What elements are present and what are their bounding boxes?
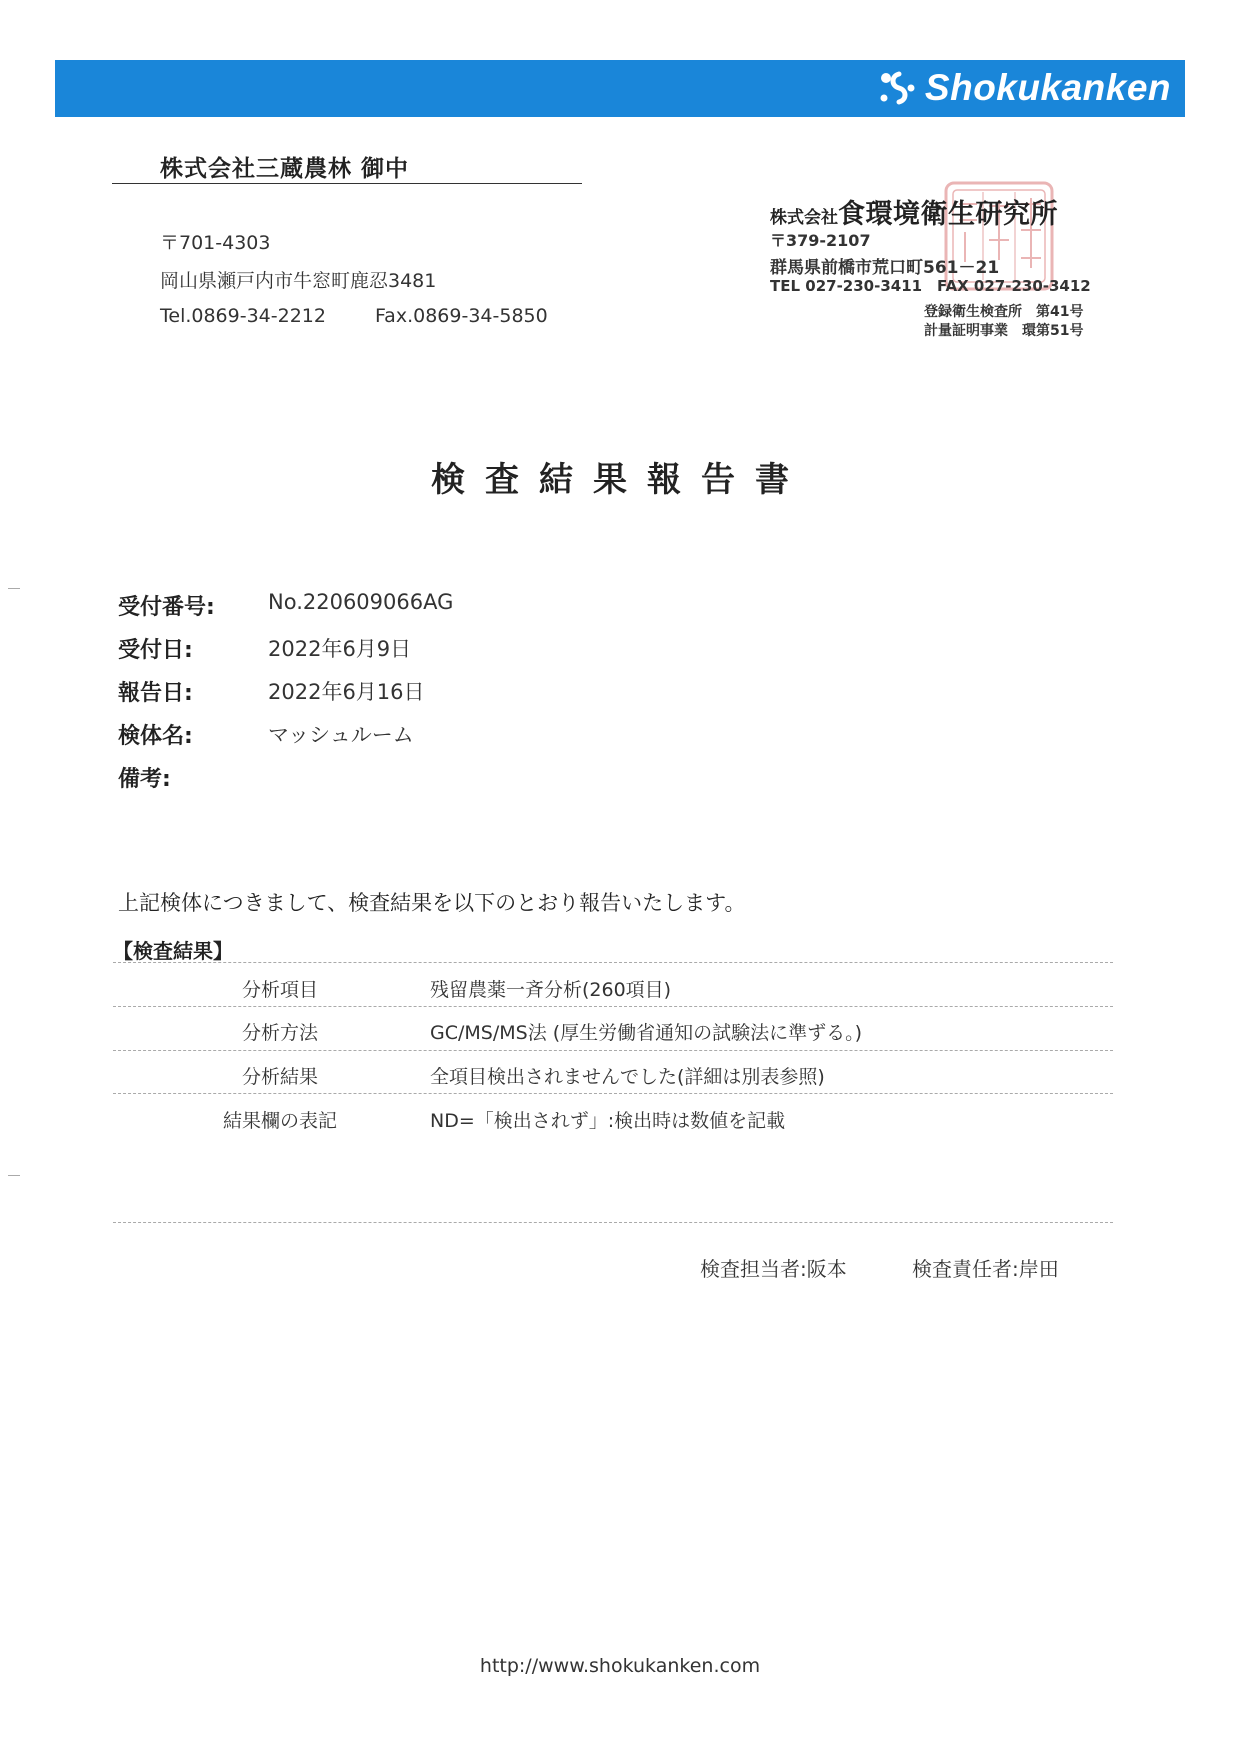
result-key-analysis-item: 分析項目 bbox=[241, 979, 318, 1001]
lab-fax: FAX 027-230-3412 bbox=[937, 277, 1091, 295]
lab-name-prefix: 株式会社 bbox=[770, 208, 838, 228]
results-divider bbox=[113, 1006, 1113, 1007]
results-divider bbox=[113, 1050, 1113, 1051]
client-postal: 〒701-4303 bbox=[160, 232, 271, 254]
lab-address: 群馬県前橋市荒口町561－21 bbox=[770, 258, 1000, 278]
footer-url: http://www.shokukanken.com bbox=[479, 1655, 761, 1677]
result-value-analysis-item: 残留農薬一斉分析(260項目) bbox=[430, 979, 672, 1001]
margin-tick bbox=[8, 1175, 20, 1176]
brand-name: Shokukanken bbox=[924, 67, 1171, 108]
brand-logo bbox=[877, 66, 1171, 110]
field-value-reception-date: 2022年6月9日 bbox=[268, 637, 412, 661]
lab-name bbox=[770, 192, 1058, 231]
header-band bbox=[55, 60, 1185, 117]
client-address: 岡山県瀬戸内市牛窓町鹿忍3481 bbox=[160, 270, 437, 292]
lab-tel: TEL 027-230-3411 bbox=[770, 277, 923, 295]
field-label-reception-number: 受付番号: bbox=[118, 595, 215, 620]
field-label-reception-date: 受付日: bbox=[118, 638, 193, 663]
field-label-sample-name: 検体名: bbox=[118, 724, 193, 749]
brand-mark-icon bbox=[877, 68, 917, 108]
addressee-underline bbox=[112, 183, 582, 184]
results-divider bbox=[113, 1093, 1113, 1094]
results-heading: 【検査結果】 bbox=[113, 939, 233, 963]
result-value-analysis-method: GC/MS/MS法 (厚生労働省通知の試験法に準ずる。) bbox=[430, 1022, 863, 1044]
field-label-report-date: 報告日: bbox=[118, 681, 193, 706]
result-key-analysis-method: 分析方法 bbox=[241, 1022, 318, 1044]
results-divider bbox=[113, 962, 1113, 963]
lab-postal: 〒379-2107 bbox=[770, 231, 871, 250]
field-label-remarks: 備考: bbox=[118, 767, 171, 792]
results-bottom-divider bbox=[113, 1222, 1113, 1223]
client-tel: Tel.0869-34-2212 bbox=[160, 305, 326, 327]
lab-registration-1: 登録衛生検査所 第41号 bbox=[924, 304, 1084, 320]
addressee: 株式会社三蔵農林 御中 bbox=[160, 156, 410, 182]
lab-registration-2: 計量証明事業 環第51号 bbox=[924, 323, 1084, 339]
field-value-reception-number: No.220609066AG bbox=[268, 590, 454, 614]
field-value-report-date: 2022年6月16日 bbox=[268, 680, 425, 704]
field-value-sample-name: マッシュルーム bbox=[268, 723, 414, 747]
client-fax: Fax.0869-34-5850 bbox=[375, 305, 548, 327]
result-value-notation: ND=「検出されず」:検出時は数値を記載 bbox=[430, 1110, 786, 1132]
inspector: 検査担当者:阪本 bbox=[700, 1257, 847, 1281]
document-title: 検査結果報告書 bbox=[431, 460, 809, 500]
result-value-analysis-result: 全項目検出されませんでした(詳細は別表参照) bbox=[430, 1066, 825, 1088]
intro-text: 上記検体につきまして、検査結果を以下のとおり報告いたします。 bbox=[118, 891, 746, 915]
margin-tick bbox=[8, 588, 20, 589]
lab-name-main: 食環境衛生研究所 bbox=[838, 199, 1058, 230]
result-key-analysis-result: 分析結果 bbox=[241, 1066, 318, 1088]
responsible-person: 検査責任者:岸田 bbox=[912, 1257, 1059, 1281]
result-key-notation: 結果欄の表記 bbox=[222, 1110, 337, 1132]
